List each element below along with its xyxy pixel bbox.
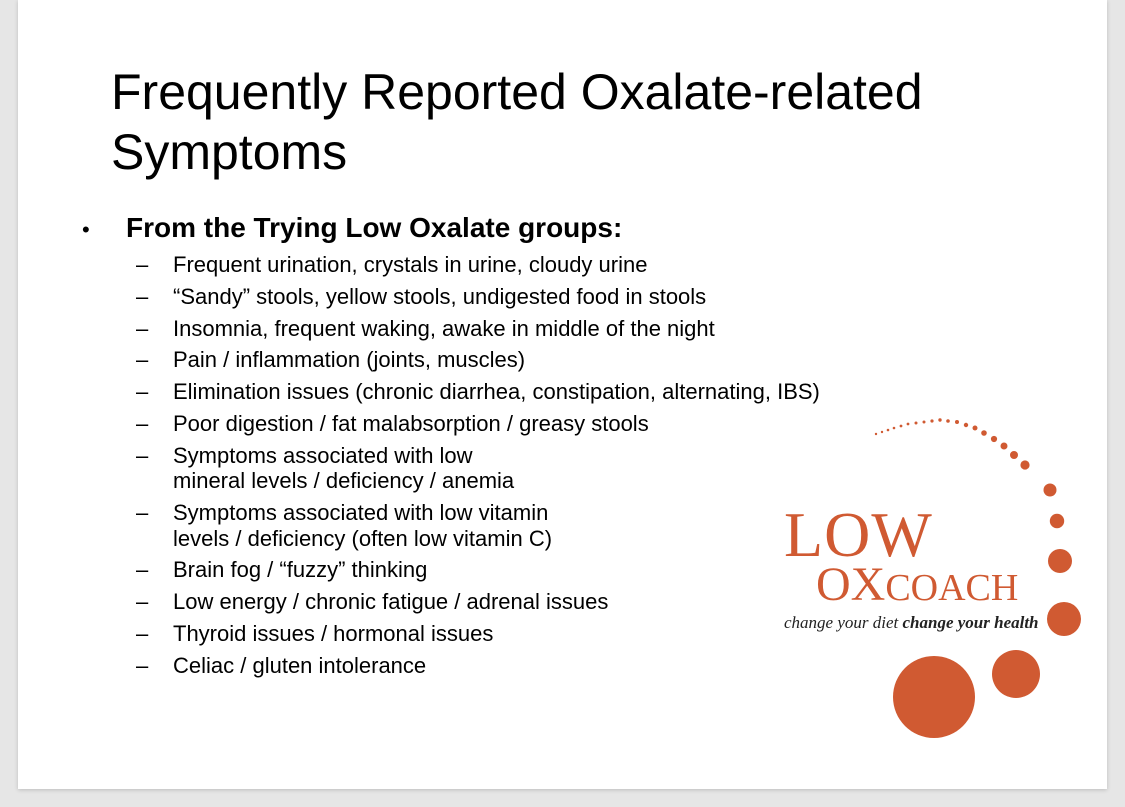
logo-dot	[887, 429, 890, 432]
dash-icon: –	[136, 589, 149, 615]
logo-dot	[938, 418, 941, 421]
dash-icon: –	[136, 620, 149, 646]
bullet-icon: •	[82, 217, 90, 242]
logo-dot	[1010, 451, 1018, 459]
logo-dot	[992, 650, 1040, 698]
list-item	[136, 653, 820, 679]
logo-dot	[907, 423, 910, 426]
logo-dot	[1020, 460, 1029, 469]
list-item-text: Symptoms associated with low mineral levels / deficiency / anemia	[173, 442, 515, 494]
logo-dot	[991, 436, 997, 442]
list-item	[136, 316, 820, 342]
dash-icon: –	[136, 652, 149, 678]
list-item	[136, 379, 820, 405]
list-item	[136, 589, 820, 615]
logo-dot	[964, 423, 968, 427]
list-item-text: “Sandy” stools, yellow stools, undigested food in stools	[173, 283, 707, 309]
logo-tagline	[784, 613, 1039, 632]
logo-ox-text: OX	[816, 558, 886, 611]
list-item-text: Frequent urination, crystals in urine, cloudy urine	[173, 252, 648, 277]
symptom-list	[136, 252, 820, 685]
group-heading: From the Trying Low Oxalate groups:	[126, 212, 623, 243]
logo-dot	[875, 433, 877, 435]
dash-icon: –	[136, 379, 149, 405]
logo-dot	[900, 425, 903, 428]
list-item-text: Symptoms associated with low vitamin levels / deficiency (often low vitamin C)	[173, 500, 553, 551]
logo-dot	[1047, 602, 1081, 636]
logo-dot	[881, 431, 883, 433]
list-item	[136, 284, 820, 310]
logo-dot	[923, 421, 926, 424]
logo-dot	[955, 420, 959, 424]
list-item	[136, 557, 820, 583]
logo-coach-text: COACH	[885, 567, 1019, 609]
dash-icon: –	[136, 252, 149, 277]
list-item-text: Pain / inflammation (joints, muscles)	[173, 347, 526, 373]
dash-icon: –	[136, 315, 149, 341]
tagline-bold: change your health	[902, 613, 1039, 632]
logo-dot	[1001, 443, 1008, 450]
logo-dot	[973, 426, 978, 431]
list-item-text: Poor digestion / fat malabsorption / greasy stools	[173, 410, 649, 436]
dash-icon: –	[136, 283, 149, 309]
list-item-text: Insomnia, frequent waking, awake in middle of the night	[173, 315, 715, 341]
list-item-text: Elimination issues (chronic diarrhea, constipation, alternating, IBS)	[173, 379, 820, 405]
list-item	[136, 347, 820, 373]
lowox-coach-logo	[768, 400, 1108, 750]
logo-dot	[946, 419, 950, 423]
dash-icon: –	[136, 557, 149, 583]
logo-dot	[915, 422, 918, 425]
logo-dot	[1050, 514, 1064, 528]
list-item	[136, 500, 820, 551]
slide-title: Frequently Reported Oxalate-related Symptoms	[111, 64, 923, 180]
logo-dot	[981, 430, 987, 436]
group-bullet	[82, 212, 622, 244]
logo-dot	[893, 427, 896, 430]
list-item	[136, 443, 820, 494]
dash-icon: –	[136, 500, 149, 526]
list-item-text: Thyroid issues / hormonal issues	[173, 620, 494, 646]
logo-dot	[1048, 549, 1072, 573]
list-item-text: Low energy / chronic fatigue / adrenal issues	[173, 589, 609, 615]
logo-dot	[893, 656, 975, 738]
list-item	[136, 252, 820, 278]
list-item-text: Celiac / gluten intolerance	[173, 652, 427, 678]
logo-dot	[1044, 484, 1057, 497]
dash-icon: –	[136, 442, 149, 468]
logo-low-text: LOW	[784, 499, 933, 570]
list-item	[136, 411, 820, 437]
tagline-normal: change your diet	[784, 613, 903, 632]
dash-icon: –	[136, 347, 149, 373]
dash-icon: –	[136, 410, 149, 436]
list-item-text: Brain fog / “fuzzy” thinking	[173, 557, 428, 583]
list-item	[136, 621, 820, 647]
slide	[18, 0, 1107, 789]
logo-dot	[930, 419, 933, 422]
